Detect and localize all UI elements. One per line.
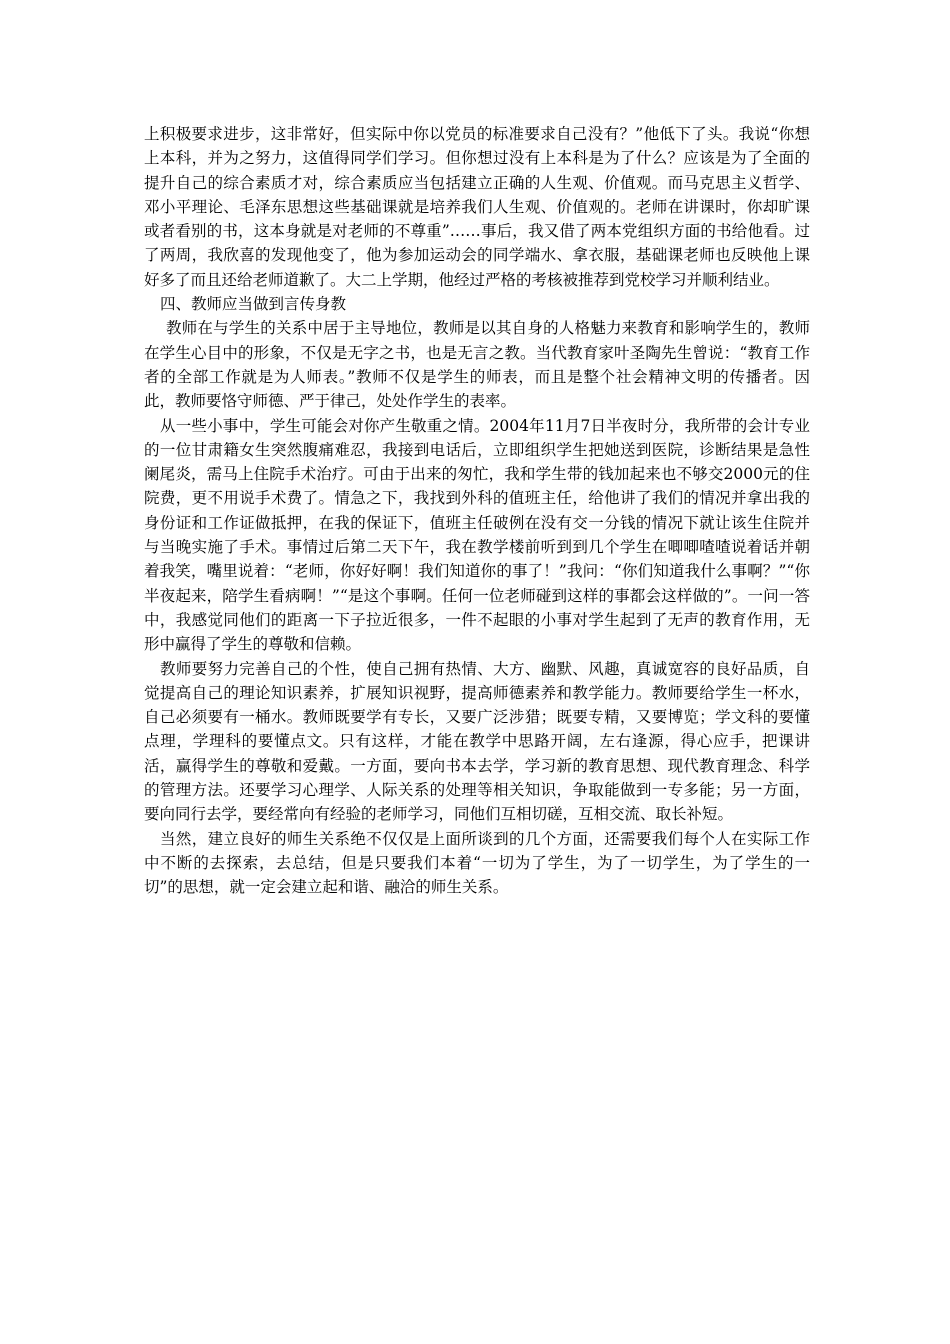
paragraph-conclusion: 当然，建立良好的师生关系绝不仅仅是上面所谈到的几个方面，还需要我们每个人在实际工作中不断的去探索，去总结，但是只要我们本着“一切为了学生，为了一切学生，为了学生的一切”的思想，就一定会建立起和谐、融洽的师生关系。 — [144, 829, 810, 897]
paragraph-continuation: 上积极要求进步，这非常好，但实际中你以党员的标准要求自己没有？”他低下了头。我说“你想上本科，并为之努力，这值得同学们学习。但你想过没有上本科是为了什么？应该是为了全面的提升自己的综合素质才对，综合素质应当包括建立正确的人生观、价值观。而马克思主义哲学、邓小平理论、毛泽东思想这些基础课就是培养我们人生观、价值观的。老师在讲课时，你却旷课或者看别的书，这本身就是对老师的不尊重”……事后，我又借了两本党组织方面的书给他看。过了两周，我欣喜的发现他变了，他为参加运动会的同学端水、拿衣服，基础课老师也反映他上课好多了而且还给老师道歉了。大二上学期，他经过严格的考核被推荐到党校学习并顺利结业。 — [144, 125, 810, 289]
paragraph-small-things: 从一些小事中，学生可能会对你产生敬重之情。2004年11月7日半夜时分，我所带的会计专业的一位甘肃籍女生突然腹痛难忍，我接到电话后，立即组织学生把她送到医院，诊断结果是急性阑尾炎，需马上住院手术治疗。可由于出来的匆忙，我和学生带的钱加起来也不够交2000元的住院费，更不用说手术费了。情急之下，我找到外科的值班主任，给他讲了我们的情况并拿出我的身份证和工作证做抵押，在我的保证下，值班主任破例在没有交一分钱的情况下就让该生住院并与当晚实施了手术。事情过后第二天下午，我在教学楼前听到到几个学生在唧唧喳喳说着话并朝着我笑，嘴里说着：“老师，你好好啊！我们知道你的事了！”我问：“你们知道我什么事啊？”“你半夜起来，陪学生看病啊！”“是这个事啊。任何一位老师碰到这样的事都会这样做的”。一问一答中，我感觉同他们的距离一下子拉近很多，一件不起眼的小事对学生起到了无声的教育作用，无形中赢得了学生的尊敬和信赖。 — [144, 416, 810, 654]
paragraph-teacher-role: 教师在与学生的关系中居于主导地位，教师是以其自身的人格魅力来教育和影响学生的，教师在学生心目中的形象，不仅是无字之书，也是无言之教。当代教育家叶圣陶先生曾说：“教育工作者的全部工作就是为人师表。”教师不仅是学生的师表，而且是整个社会精神文明的传播者。因此，教师要恪守师德、严于律己，处处作学生的表率。 — [144, 319, 810, 411]
section-heading-4: 四、教师应当做到言传身教 — [160, 295, 347, 314]
paragraph-personality: 教师要努力完善自己的个性，使自己拥有热情、大方、幽默、风趣，真诚宽容的良好品质，自觉提高自己的理论知识素养，扩展知识视野，提高师德素养和教学能力。教师要给学生一杯水，自己必须要有一桶水。教师既要学有专长，又要广泛涉猎；既要专精，又要博览；学文科的要懂点理，学理科的要懂点文。只有这样，才能在教学中思路开阔，左右逢源，得心应手，把课讲活，赢得学生的尊敬和爱戴。一方面，要向书本去学，学习新的教育思想、现代教育理念、科学的管理方法。还要学习心理学、人际关系的处理等相关知识，争取能做到一专多能；另一方面，要向同行去学，要经常向有经验的老师学习，同他们互相切磋，互相交流、取长补短。 — [144, 659, 810, 824]
document-body — [144, 122, 810, 900]
